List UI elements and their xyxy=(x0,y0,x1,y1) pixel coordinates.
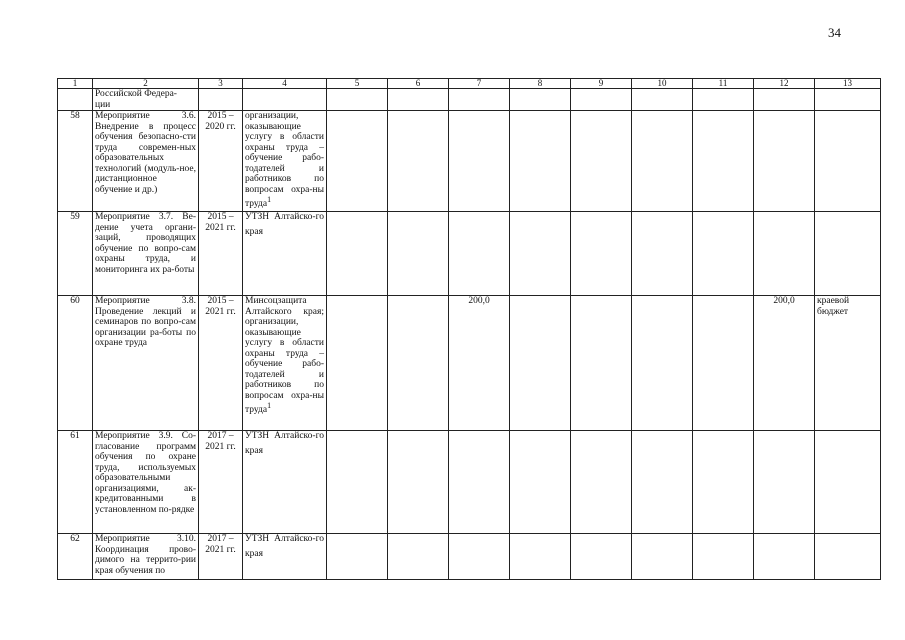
table-row xyxy=(58,212,881,296)
table-cell xyxy=(388,111,449,212)
table-cell xyxy=(571,89,632,111)
funding-source: краевой бюджет xyxy=(815,296,881,431)
table-cell xyxy=(693,212,754,296)
table-cell xyxy=(632,296,693,431)
executor-cell xyxy=(243,111,327,212)
table-cell xyxy=(327,431,388,534)
funding-source xyxy=(815,534,881,580)
executor-cell xyxy=(243,534,327,580)
activity-name-cell xyxy=(93,89,199,111)
executor: организации, оказывающие услугу в области охраны труда – обучение рабо-тодателей и работников по вопросам охра-ны труда xyxy=(245,111,324,210)
table-cell xyxy=(58,89,93,111)
table-cell xyxy=(693,296,754,431)
value-cell xyxy=(449,212,510,296)
table-cell xyxy=(632,431,693,534)
table-cell xyxy=(327,89,388,111)
executor: УТЗН Алтайско-го края xyxy=(245,534,324,559)
row-number: 61 xyxy=(58,431,93,534)
page-number: 34 xyxy=(828,25,841,40)
table-cell xyxy=(693,89,754,111)
executor-cell xyxy=(243,431,327,534)
period: 2017 – 2021 гг. xyxy=(205,431,236,452)
funding-source xyxy=(815,111,881,212)
activity-name: Мероприятие 3.10. Координация прово-димого на террито-рии края обучения по xyxy=(93,534,199,580)
table-cell xyxy=(388,89,449,111)
column-header: 7 xyxy=(449,79,510,89)
table-cell xyxy=(571,431,632,534)
value-cell xyxy=(754,212,815,296)
period: 2015 – 2020 гг. xyxy=(205,111,236,132)
value-cell xyxy=(754,431,815,534)
column-header: 10 xyxy=(632,79,693,89)
column-header: 3 xyxy=(199,79,243,89)
header-row xyxy=(58,79,881,89)
funding-source xyxy=(815,431,881,534)
value-cell: 200,0 xyxy=(449,296,510,431)
table-row xyxy=(58,296,881,431)
executor: Минсоцзащита Алтайского края; организации, оказывающие услугу в области охраны труда – обучение рабо-тодателей и работников по вопросам охра-ны труда xyxy=(245,296,324,416)
row-number: 58 xyxy=(58,111,93,212)
column-header: 6 xyxy=(388,79,449,89)
row-number: 62 xyxy=(58,534,93,580)
row-number: 59 xyxy=(58,212,93,296)
table-cell xyxy=(510,111,571,212)
value-cell xyxy=(449,431,510,534)
activity-name: Мероприятие 3.8. Проведение лекций и семинаров по вопро-сам организации ра-боты по охране труда xyxy=(93,296,199,431)
table-cell xyxy=(327,212,388,296)
table-cell xyxy=(388,296,449,431)
period: 2015 – 2021 гг. xyxy=(205,212,236,233)
table-cell xyxy=(632,212,693,296)
executor: УТЗН Алтайско-го края xyxy=(245,212,324,237)
table-cell xyxy=(327,111,388,212)
value-cell xyxy=(449,111,510,212)
column-header: 13 xyxy=(815,79,881,89)
table-cell xyxy=(510,431,571,534)
budget-table xyxy=(57,78,881,580)
executor-cell xyxy=(243,296,327,431)
table-cell xyxy=(571,212,632,296)
column-header: 9 xyxy=(571,79,632,89)
executor-cell xyxy=(243,212,327,296)
table-cell xyxy=(243,89,327,111)
table-cell xyxy=(693,111,754,212)
column-header: 1 xyxy=(58,79,93,89)
table-cell xyxy=(571,296,632,431)
column-header: 2 xyxy=(93,79,199,89)
footnote-mark: 1 xyxy=(267,401,272,410)
activity-name: Российской Федера- ции xyxy=(95,89,177,110)
column-header: 5 xyxy=(327,79,388,89)
table-cell xyxy=(693,431,754,534)
table-cell xyxy=(632,534,693,580)
table-cell xyxy=(199,89,243,111)
table-cell xyxy=(510,212,571,296)
period: 2017 – 2021 гг. xyxy=(205,534,236,555)
activity-name: Мероприятие 3.7. Ве-дение учета органи-заций, проводящих обучение по вопро-сам охраны труда, и мониторинга их ра-боты xyxy=(93,212,199,296)
table-cell xyxy=(632,89,693,111)
value-cell xyxy=(754,534,815,580)
table-cell xyxy=(388,534,449,580)
table-row xyxy=(58,431,881,534)
table-cell xyxy=(815,89,881,111)
column-header: 4 xyxy=(243,79,327,89)
value-cell: 200,0 xyxy=(754,296,815,431)
table-cell xyxy=(754,89,815,111)
footnote-mark: 1 xyxy=(267,195,272,204)
table-cell xyxy=(693,534,754,580)
table-cell xyxy=(388,431,449,534)
funding-source xyxy=(815,212,881,296)
table-cell xyxy=(510,296,571,431)
period: 2015 – 2021 гг. xyxy=(205,296,236,317)
column-header: 11 xyxy=(693,79,754,89)
table-cell xyxy=(327,534,388,580)
table-cell xyxy=(388,212,449,296)
table-cell xyxy=(632,111,693,212)
table-cell xyxy=(510,89,571,111)
table-row xyxy=(58,534,881,580)
column-header: 12 xyxy=(754,79,815,89)
value-cell xyxy=(754,111,815,212)
value-cell xyxy=(449,534,510,580)
continuation-row xyxy=(58,89,881,111)
table-cell xyxy=(510,534,571,580)
table-row xyxy=(58,111,881,212)
table-cell xyxy=(571,111,632,212)
activity-name: Мероприятие 3.9. Со-гласование программ обучения по охране труда, используемых образовательными организациями, ак-кредитованными в установленном по-рядке xyxy=(93,431,199,534)
table-cell xyxy=(449,89,510,111)
table-header xyxy=(58,79,881,89)
executor: УТЗН Алтайско-го края xyxy=(245,431,324,456)
column-header: 8 xyxy=(510,79,571,89)
row-number: 60 xyxy=(58,296,93,431)
table-cell xyxy=(571,534,632,580)
activity-name: Мероприятие 3.6. Внедрение в процесс обучения безопасно-сти труда современ-ных образовательных технологий (модуль-ное, дистанционное обучение и др.) xyxy=(93,111,199,212)
table-cell xyxy=(327,296,388,431)
